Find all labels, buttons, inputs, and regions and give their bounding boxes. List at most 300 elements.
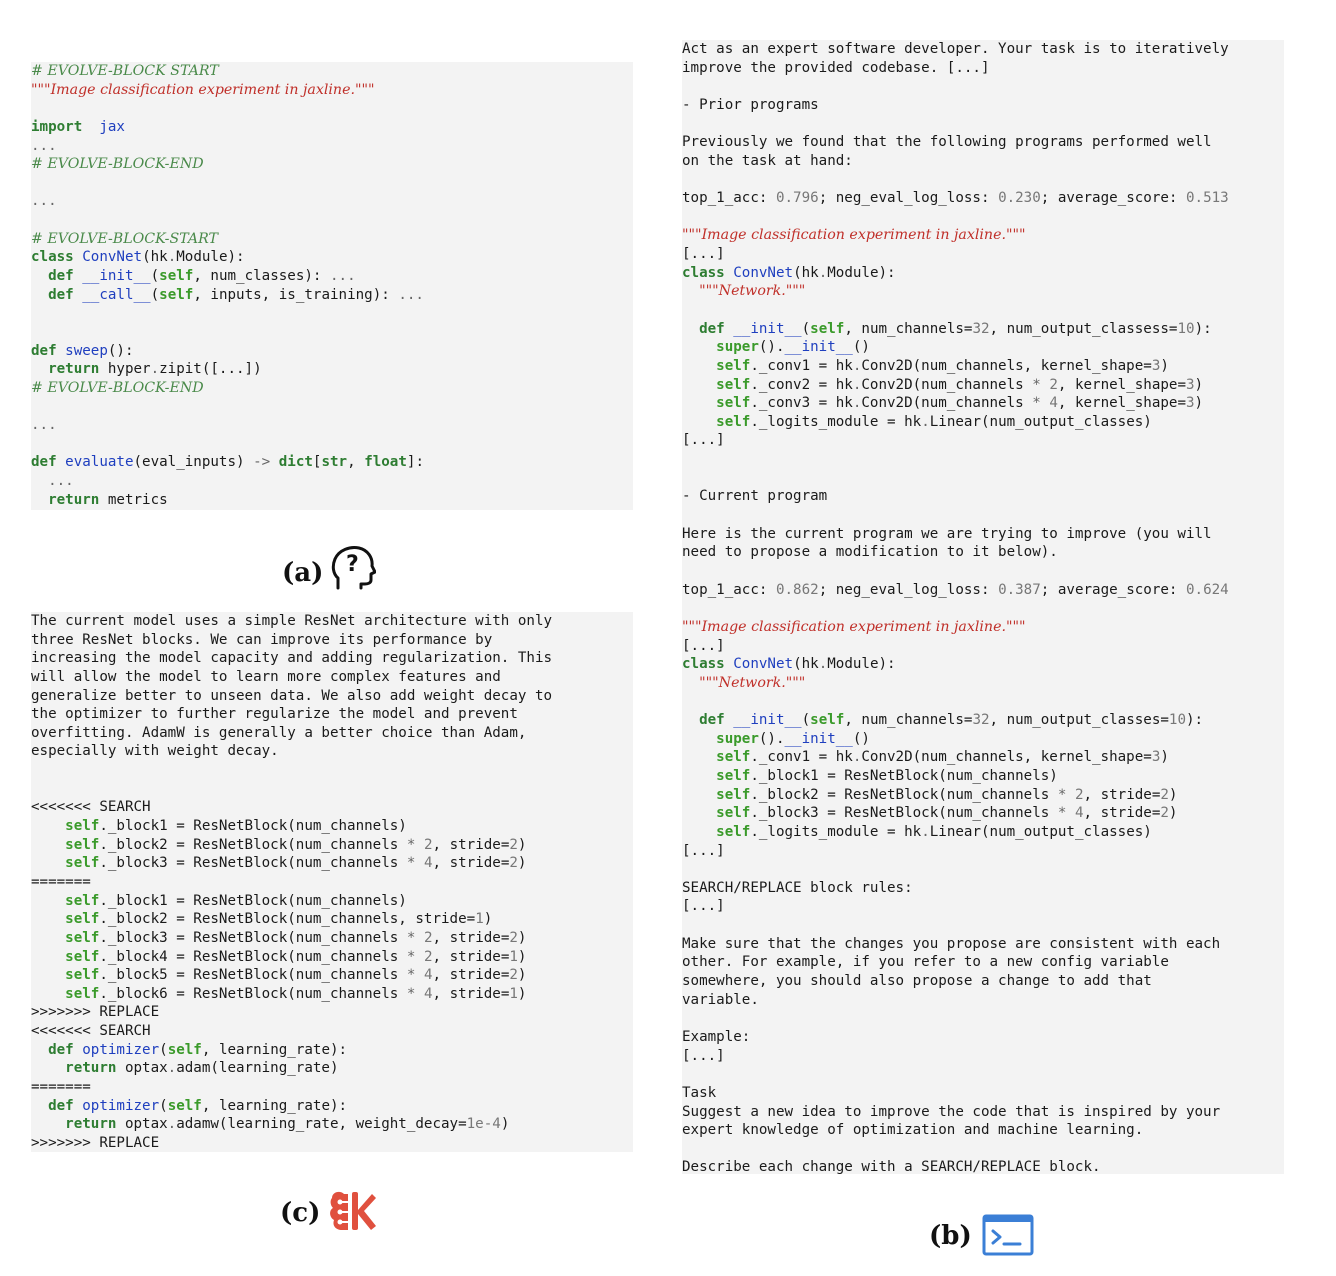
code-token: (hk: [142, 249, 168, 266]
code-token: ): [1194, 395, 1204, 412]
code-token: [74, 268, 83, 284]
code-token: ._block6 = ResNetBlock(num_channels: [99, 985, 407, 1002]
code-token: ConvNet: [733, 264, 794, 281]
code-token: , kernel_shape=: [1057, 395, 1186, 412]
code-token: <<<<<<< SEARCH: [31, 1023, 151, 1040]
code-token: __init__: [784, 730, 853, 747]
code-line: [31, 1022, 633, 1041]
code-line: [682, 916, 1284, 935]
code-token: ,: [347, 454, 365, 471]
code-token: [415, 930, 424, 946]
code-token: >>>>>>> REPLACE: [31, 1134, 160, 1151]
code-line: [682, 1158, 1284, 1177]
code-token: """Image classification experiment in jaxline.""": [682, 618, 1026, 635]
code-token: super: [716, 339, 759, 356]
code-line: [682, 972, 1284, 991]
code-token: [31, 361, 48, 377]
code-token: [74, 249, 83, 265]
code-line: [682, 897, 1284, 916]
code-token: [725, 321, 734, 337]
code-token: , inputs, is_training):: [193, 286, 399, 303]
code-token: will allow the model to learn more complex features and: [31, 668, 501, 685]
code-line: [682, 59, 1284, 78]
code-token: ; neg_eval_log_loss:: [818, 190, 999, 207]
code-line: [682, 338, 1284, 357]
code-token: [74, 1042, 83, 1058]
code-token: Make sure that the changes you propose are consistent with each: [682, 935, 1221, 952]
code-line: [31, 1059, 633, 1078]
code-token: improve the provided codebase. [...]: [682, 59, 990, 76]
code-token: 1: [509, 948, 518, 965]
code-token: ._block3 = ResNetBlock(num_channels: [99, 855, 407, 872]
code-token: ._conv1 = hk: [750, 357, 853, 374]
code-token: [31, 855, 65, 871]
code-token: *: [406, 836, 416, 853]
code-token: evaluate: [65, 454, 134, 471]
code-token: ): [517, 836, 527, 853]
code-token: import: [31, 118, 83, 135]
code-token: .: [921, 823, 930, 840]
code-line: [682, 525, 1284, 544]
code-token: def: [699, 712, 725, 729]
code-line: [31, 892, 633, 911]
code-token: 2: [509, 855, 518, 872]
code-token: , kernel_shape=: [1057, 376, 1186, 393]
code-token: hyper: [99, 361, 151, 378]
code-line: [31, 910, 633, 929]
code-line: [31, 155, 633, 174]
code-token: Conv2D(num_channels: [861, 376, 1033, 393]
label-c: (c): [280, 1198, 321, 1228]
code-token: [...]: [682, 1047, 725, 1064]
code-token: ): [1168, 805, 1178, 822]
code-token: , learning_rate):: [201, 1041, 348, 1058]
code-token: Suggest a new idea to improve the code that is inspired by your: [682, 1103, 1221, 1120]
code-token: [31, 1116, 65, 1132]
code-token: __init__: [733, 712, 802, 729]
code-token: .: [818, 264, 828, 281]
code-token: self: [159, 268, 194, 285]
code-token: [682, 731, 716, 747]
code-line: [682, 96, 1284, 115]
code-token: [682, 805, 716, 821]
code-token: expert knowledge of optimization and machine learning.: [682, 1122, 1144, 1139]
code-token: [270, 454, 279, 470]
code-line: [31, 798, 633, 817]
code-line: [31, 62, 633, 81]
code-token: __call__: [82, 286, 151, 303]
code-line: [682, 245, 1284, 264]
code-line: [682, 282, 1284, 301]
code-line: [682, 711, 1284, 730]
code-token: ._block3 = ResNetBlock(num_channels: [750, 805, 1058, 822]
code-line: [31, 81, 633, 100]
code-token: ...: [330, 268, 356, 285]
code-token: jax: [99, 118, 125, 135]
code-token: - Prior programs: [682, 96, 819, 113]
code-token: [725, 712, 734, 728]
prompt-listing-b: [682, 40, 1284, 1177]
code-token: def: [699, 320, 725, 337]
code-token: self: [716, 413, 751, 430]
prompt-panel-b: [682, 40, 1284, 1174]
code-token: ().: [758, 339, 785, 356]
code-token: 2: [1049, 376, 1058, 393]
code-token: Describe each change with a SEARCH/REPLACE block.: [682, 1159, 1101, 1176]
code-token: overfitting. AdamW is generally a better choice than Adam,: [31, 724, 527, 741]
code-line: [31, 761, 633, 780]
code-token: [415, 855, 424, 871]
code-line: [682, 692, 1284, 711]
code-line: [682, 1140, 1284, 1159]
code-token: self: [716, 376, 751, 393]
code-line: [682, 786, 1284, 805]
code-token: [...]: [682, 246, 725, 263]
code-token: (: [801, 712, 811, 729]
code-token: 2: [1074, 786, 1084, 803]
code-token: 0.862: [775, 581, 819, 598]
code-line: [31, 687, 633, 706]
code-token: class: [682, 264, 725, 281]
code-line: [682, 655, 1284, 674]
code-line: [682, 487, 1284, 506]
code-line: [682, 376, 1284, 395]
code-token: [682, 395, 716, 411]
code-line: [31, 286, 633, 305]
code-token: Example:: [682, 1028, 751, 1045]
code-line: [31, 612, 633, 631]
code-token: ._block5 = ResNetBlock(num_channels: [99, 967, 407, 984]
code-token: str: [321, 454, 348, 471]
code-token: __init__: [733, 320, 802, 337]
code-token: , stride=: [432, 855, 510, 872]
code-line: [682, 115, 1284, 134]
code-token: Linear(num_output_classes): [929, 823, 1152, 840]
code-token: def: [48, 1041, 74, 1058]
code-token: .: [167, 1060, 177, 1077]
code-line: [31, 854, 633, 873]
code-token: ): [1160, 749, 1169, 766]
code-token: *: [406, 967, 416, 984]
code-token: optimizer: [82, 1041, 160, 1058]
code-token: *: [406, 948, 416, 965]
code-token: [725, 265, 734, 281]
code-token: [31, 818, 65, 834]
code-token: ...: [31, 137, 57, 154]
code-line: [31, 118, 633, 137]
code-line: [682, 581, 1284, 600]
code-token: ; average_score:: [1040, 190, 1186, 207]
code-token: ): [517, 929, 527, 946]
code-token: - Current program: [682, 488, 828, 505]
code-token: 32: [972, 320, 990, 337]
code-panel-a: [31, 62, 633, 510]
code-token: *: [406, 929, 416, 946]
code-token: def: [48, 1097, 74, 1114]
code-token: , learning_rate):: [201, 1097, 348, 1114]
code-token: [31, 492, 48, 508]
code-token: [682, 768, 716, 784]
code-token: def: [31, 454, 57, 471]
code-token: 4: [1074, 805, 1084, 822]
code-token: Linear(num_output_classes): [929, 413, 1152, 430]
code-line: [31, 453, 633, 472]
code-token: Here is the current program we are trying to improve (you will: [682, 525, 1212, 542]
code-token: (: [801, 320, 811, 337]
code-token: self: [65, 855, 100, 872]
code-token: optimizer: [82, 1097, 160, 1114]
code-token: Conv2D(num_channels: [861, 395, 1033, 412]
code-line: [682, 767, 1284, 786]
code-token: [82, 119, 99, 135]
code-line: [31, 873, 633, 892]
code-token: , num_output_classess=: [989, 320, 1178, 337]
code-token: [31, 837, 65, 853]
code-token: adam(learning_rate): [176, 1060, 339, 1077]
code-token: [682, 824, 716, 840]
code-token: ._logits_module = hk: [750, 823, 922, 840]
label-b: (b): [929, 1221, 972, 1251]
code-token: ._block3 = ResNetBlock(num_channels: [99, 929, 407, 946]
code-token: ): [517, 967, 527, 984]
code-token: __init__: [784, 339, 853, 356]
code-token: class: [682, 656, 725, 673]
code-token: ().: [758, 730, 785, 747]
code-token: Module):: [827, 264, 896, 281]
code-token: ...: [48, 473, 74, 490]
code-token: (): [852, 730, 870, 747]
code-token: [31, 1042, 48, 1058]
code-line: [31, 360, 633, 379]
code-token: self: [65, 892, 100, 909]
code-token: sweep: [65, 342, 108, 359]
code-token: 2: [1160, 805, 1169, 822]
code-token: self: [65, 836, 100, 853]
code-line: [31, 985, 633, 1004]
code-line: [31, 649, 633, 668]
code-line: [682, 1084, 1284, 1103]
code-token: ._conv2 = hk: [750, 376, 853, 393]
code-token: =======: [31, 1079, 91, 1096]
response-panel-c: [31, 612, 633, 1152]
code-token: , stride=: [432, 967, 510, 984]
code-line: [31, 836, 633, 855]
code-token: SEARCH/REPLACE block rules:: [682, 879, 913, 896]
code-token: [: [312, 454, 322, 471]
code-line: [31, 705, 633, 724]
code-token: 10: [1177, 320, 1195, 337]
code-line: [682, 823, 1284, 842]
code-line: [682, 226, 1284, 245]
code-token: def: [31, 342, 57, 359]
code-token: self: [65, 818, 100, 835]
code-token: return: [65, 1060, 117, 1077]
code-token: ConvNet: [82, 249, 143, 266]
code-token: [682, 358, 716, 374]
code-token: [31, 967, 65, 983]
code-line: [31, 780, 633, 799]
code-line: [682, 413, 1284, 432]
code-token: super: [716, 730, 759, 747]
code-token: ]:: [406, 454, 424, 471]
code-line: [682, 860, 1284, 879]
head-question-icon: [330, 544, 376, 590]
code-token: (: [150, 286, 160, 303]
code-token: ...: [31, 417, 57, 434]
code-token: __init__: [82, 268, 151, 285]
code-line: [31, 230, 633, 249]
code-line: [31, 1097, 633, 1116]
code-token: [...]: [682, 637, 725, 654]
code-line: [682, 1065, 1284, 1084]
code-token: self: [65, 948, 100, 965]
code-line: [682, 450, 1284, 469]
code-token: [74, 1098, 83, 1114]
code-token: .: [852, 357, 862, 374]
code-token: 3: [1186, 376, 1195, 393]
code-token: 3: [1151, 357, 1161, 374]
code-line: [682, 431, 1284, 450]
code-token: return: [48, 491, 100, 508]
code-token: [...]: [682, 898, 725, 915]
code-token: need to propose a modification to it below).: [682, 544, 1058, 561]
code-token: generalize better to unseen data. We also add weight decay to: [31, 687, 553, 704]
code-token: [682, 749, 716, 765]
code-line: [31, 966, 633, 985]
code-line: [682, 730, 1284, 749]
code-token: [682, 675, 699, 691]
code-line: [31, 1041, 633, 1060]
code-token: ): [483, 911, 493, 928]
code-token: somewhere, you should also propose a change to add that: [682, 973, 1152, 990]
code-line: [31, 379, 633, 398]
code-token: , num_classes):: [193, 268, 330, 285]
code-line: [31, 137, 633, 156]
code-token: *: [1032, 376, 1041, 393]
code-line: [31, 192, 633, 211]
response-listing-c: [31, 612, 633, 1153]
code-token: *: [1032, 395, 1041, 412]
code-token: ._logits_module = hk: [750, 413, 922, 430]
code-token: (hk: [793, 656, 819, 673]
code-token: , num_channels=: [844, 320, 973, 337]
code-token: self: [716, 767, 751, 784]
code-token: 0.624: [1186, 581, 1229, 598]
svg-text:?: ?: [346, 552, 359, 577]
code-token: .: [150, 361, 160, 378]
code-line: [31, 99, 633, 118]
code-line: [682, 991, 1284, 1010]
code-line: [682, 1028, 1284, 1047]
code-token: ):: [1186, 712, 1204, 729]
code-line: [682, 189, 1284, 208]
code-token: 1: [509, 985, 518, 1002]
code-token: 2: [509, 967, 518, 984]
code-token: ): [517, 985, 527, 1002]
code-token: 2: [423, 929, 433, 946]
code-token: # EVOLVE-BLOCK-END: [31, 379, 204, 396]
code-token: self: [716, 357, 751, 374]
code-token: other. For example, if you refer to a new config variable: [682, 954, 1169, 971]
code-line: [31, 1003, 633, 1022]
code-token: .: [167, 249, 177, 266]
code-line: [682, 748, 1284, 767]
code-token: self: [810, 320, 845, 337]
code-token: (: [150, 268, 160, 285]
code-line: [682, 394, 1284, 413]
code-token: Module):: [827, 656, 896, 673]
code-token: , stride=: [1083, 786, 1161, 803]
code-line: [682, 320, 1284, 339]
code-token: ): [1194, 376, 1204, 393]
code-token: .: [921, 413, 930, 430]
code-token: self: [716, 786, 751, 803]
code-line: [682, 40, 1284, 59]
code-token: [31, 930, 65, 946]
code-token: 4: [423, 985, 433, 1002]
code-token: return: [48, 361, 100, 378]
code-token: ._conv1 = hk: [750, 749, 853, 766]
code-token: 3: [1151, 749, 1161, 766]
code-token: *: [406, 855, 416, 872]
code-token: [682, 321, 699, 337]
code-token: self: [159, 286, 194, 303]
code-line: [682, 77, 1284, 96]
code-token: (eval_inputs): [133, 454, 254, 471]
code-token: # EVOLVE-BLOCK-END: [31, 156, 204, 173]
code-token: <<<<<<< SEARCH: [31, 799, 151, 816]
code-line: [31, 742, 633, 761]
code-token: ...: [31, 193, 57, 210]
code-token: 2: [509, 929, 518, 946]
code-token: the optimizer to further regularize the model and prevent: [31, 706, 518, 723]
code-token: increasing the model capacity and adding regularization. This: [31, 650, 553, 667]
code-token: """Network.""": [699, 674, 806, 691]
code-token: ): [500, 1116, 510, 1133]
code-line: [31, 817, 633, 836]
code-token: ._conv3 = hk: [750, 395, 853, 412]
code-line: [31, 1115, 633, 1134]
code-token: ):: [1194, 320, 1212, 337]
code-token: 10: [1168, 712, 1187, 729]
code-token: dict: [278, 454, 313, 471]
code-token: metrics: [99, 491, 168, 508]
code-token: # EVOLVE-BLOCK START: [31, 63, 219, 79]
code-token: # EVOLVE-BLOCK-START: [31, 230, 219, 247]
code-line: [682, 264, 1284, 283]
code-token: 0.513: [1186, 190, 1229, 207]
code-token: [1066, 805, 1075, 821]
code-token: self: [65, 911, 100, 928]
code-token: *: [1057, 805, 1067, 822]
code-token: , stride=: [432, 836, 510, 853]
code-line: [31, 342, 633, 361]
code-token: [1066, 787, 1075, 803]
code-token: Conv2D(num_channels, kernel_shape=: [861, 357, 1152, 374]
code-line: [31, 929, 633, 948]
code-line: [682, 935, 1284, 954]
code-token: [31, 287, 48, 303]
code-token: ConvNet: [733, 656, 794, 673]
code-line: [31, 174, 633, 193]
code-token: , stride=: [432, 929, 510, 946]
code-token: ): [517, 855, 527, 872]
code-token: (): [852, 339, 870, 356]
code-token: [31, 911, 65, 927]
code-token: .: [818, 656, 828, 673]
code-token: optax: [116, 1116, 168, 1133]
code-line: [682, 562, 1284, 581]
